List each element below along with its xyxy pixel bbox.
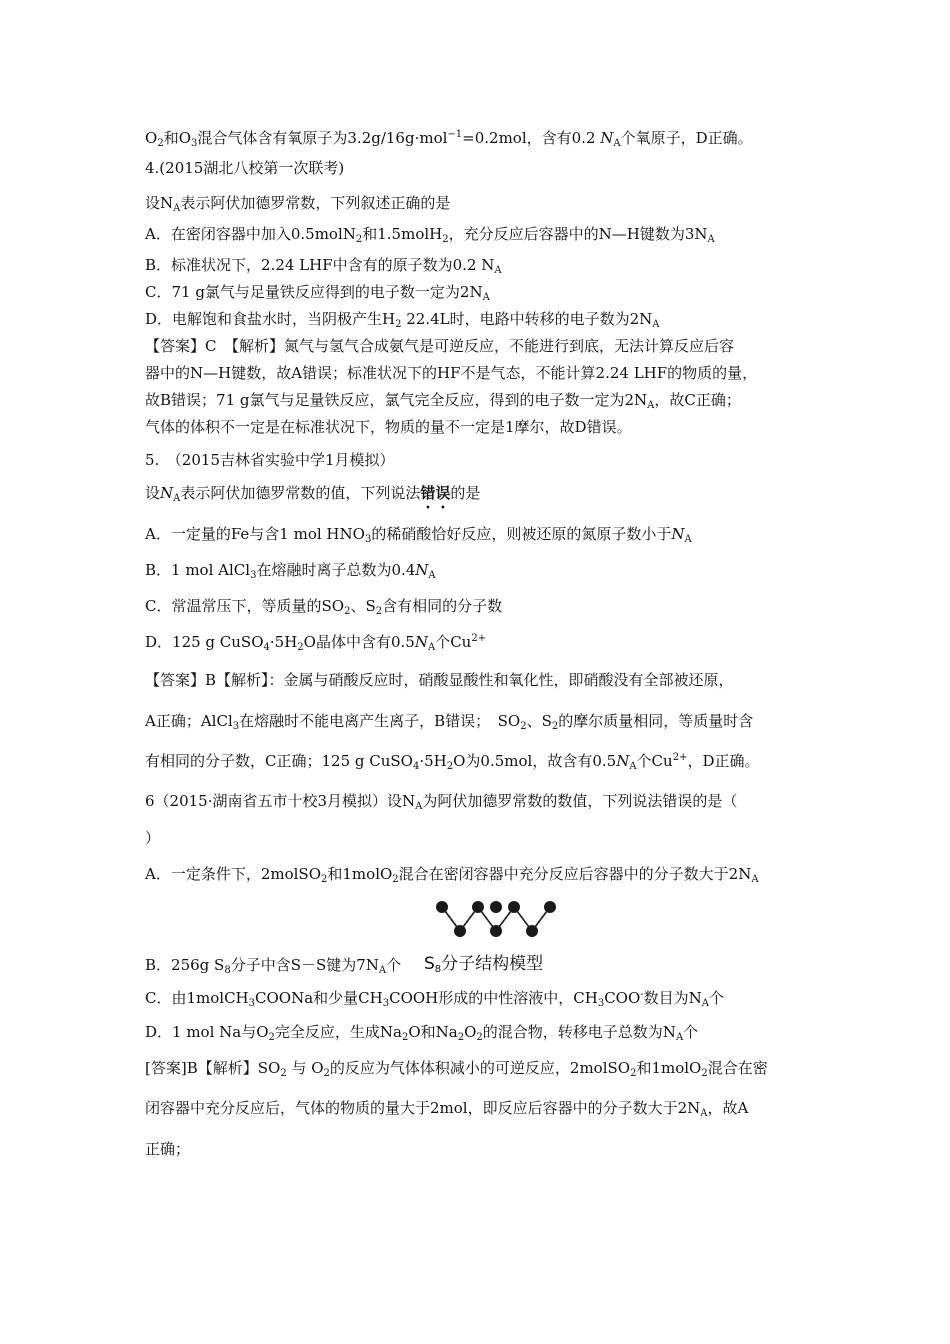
answer-line: 故B错误；71 g氯气与足量铁反应，氯气完全反应，得到的电子数一定为$2N_A$，故C正确；: [145, 391, 741, 411]
s8-atoms: [436, 901, 556, 937]
option-a: A．在密闭容器中加入0.5molN$_2$和1.5molH$_2$，充分反应后容器中的N—H键数为$3N_A$: [145, 225, 715, 245]
answer-line: 【答案】B【解析】：金属与硝酸反应时，硝酸显酸性和氧化性，即硝酸没有全部被还原，: [145, 671, 734, 689]
answer-line: 有相同的分子数，C正确；125 g $CuSO_4\cdot 5H_2O$为0.5mol，故含有$0.5N_A$个$Cu^{2+}$，D正确。: [145, 752, 760, 772]
answer-line: 正确；: [145, 1140, 191, 1158]
sulfur-atom: [490, 925, 502, 937]
text-line: $O_2$和$O_3$混合气体含有氧原子为3.2g/16g·mol$^{-1}$=0.2mol，含有0.2 $N_A$个氧原子，D正确。: [145, 129, 753, 149]
sulfur-atom: [490, 901, 502, 913]
question-stem: 设$N_A$表示阿伏加德罗常数的值，下列说法错误的是: [145, 484, 481, 504]
answer-line: A正确；AlCl$_3$在熔融时不能电离产生离子，B错误； $SO_2$、$S_2$的摩尔质量相同，等质量时含: [145, 712, 754, 732]
option-b: B．1 mol AlCl$_3$在熔融时离子总数为$0.4N_A$: [145, 561, 436, 581]
answer-line: 气体的体积不一定是在标准状况下，物质的量不一定是1摩尔，故D错误。: [145, 418, 632, 436]
question-stem: 6（2015·湖南省五市十校3月模拟）设$N_A$为阿伏加德罗常数的数值，下列说法错误的是（: [145, 792, 738, 812]
option-a: A．一定量的Fe与含1 mol $HNO_3$的稀硝酸恰好反应，则被还原的氮原子数小于$N_A$: [145, 525, 692, 545]
option-c: C．由1molCH$_3$COONa和少量$CH_3COOH$形成的中性溶液中，$CH_3COO^-$数目为$N_A$个: [145, 989, 725, 1009]
sulfur-atom: [454, 925, 466, 937]
figure-caption: $S_8$分子结构模型: [424, 954, 544, 975]
option-c: C．71 g氯气与足量铁反应得到的电子数一定为$2N_A$: [145, 283, 490, 303]
sulfur-atom: [544, 901, 556, 913]
option-b: B．256g $S_8$分子中含S－S键为$7N_A$个: [145, 956, 402, 976]
sulfur-atom: [436, 901, 448, 913]
option-a: A．一定条件下，2molSO$_2$和1molO$_2$混合在密闭容器中充分反应后容器中的分子数大于$2N_A$: [145, 865, 759, 885]
answer-line: 闭容器中充分反应后，气体的物质的量大于2mol，即反应后容器中的分子数大于$2N_A$，故A: [145, 1099, 749, 1119]
option-c: C．常温常压下，等质量的$SO_2$、$S_2$含有相同的分子数: [145, 597, 503, 617]
option-d: D．电解饱和食盐水时，当阴极产生$H_2$ 22.4L时，电路中转移的电子数为$2N_A$: [145, 310, 660, 330]
sulfur-atom: [472, 901, 484, 913]
question-number: 5. （2015吉林省实验中学1月模拟）: [145, 451, 395, 469]
option-d: D．125 g $CuSO_4\cdot 5H_2O$晶体中含有$0.5N_A$个$Cu^{2+}$: [145, 633, 487, 653]
option-d: D．1 mol Na与$O_2$完全反应，生成$Na_2O$和$Na_2O_2$的混合物，转移电子总数为$N_A$个: [145, 1023, 699, 1043]
sulfur-atom: [526, 925, 538, 937]
sulfur-atom: [508, 901, 520, 913]
answer-line: 【答案】C 【解析】氮气与氢气合成氨气是可逆反应，不能进行到底，无法计算反应后容: [145, 337, 734, 355]
option-b: B．标准状况下，2.24 LHF中含有的原子数为0.2 $N_A$: [145, 256, 502, 276]
question-number: 4.(2015湖北八校第一次联考): [145, 159, 345, 177]
answer-line: [答案]B【解析】$SO_2$ 与 $O_2$的反应为气体体积减小的可逆反应，2molSO$_2$和1molO$_2$混合在密: [145, 1059, 768, 1079]
question-stem: ）: [145, 829, 161, 847]
question-stem: 设$N_A$表示阿伏加德罗常数，下列叙述正确的是: [145, 194, 451, 214]
answer-line: 器中的N—H键数，故A错误；标准状况下的HF不是气态，不能计算2.24 LHF的物质的量，: [145, 364, 758, 382]
